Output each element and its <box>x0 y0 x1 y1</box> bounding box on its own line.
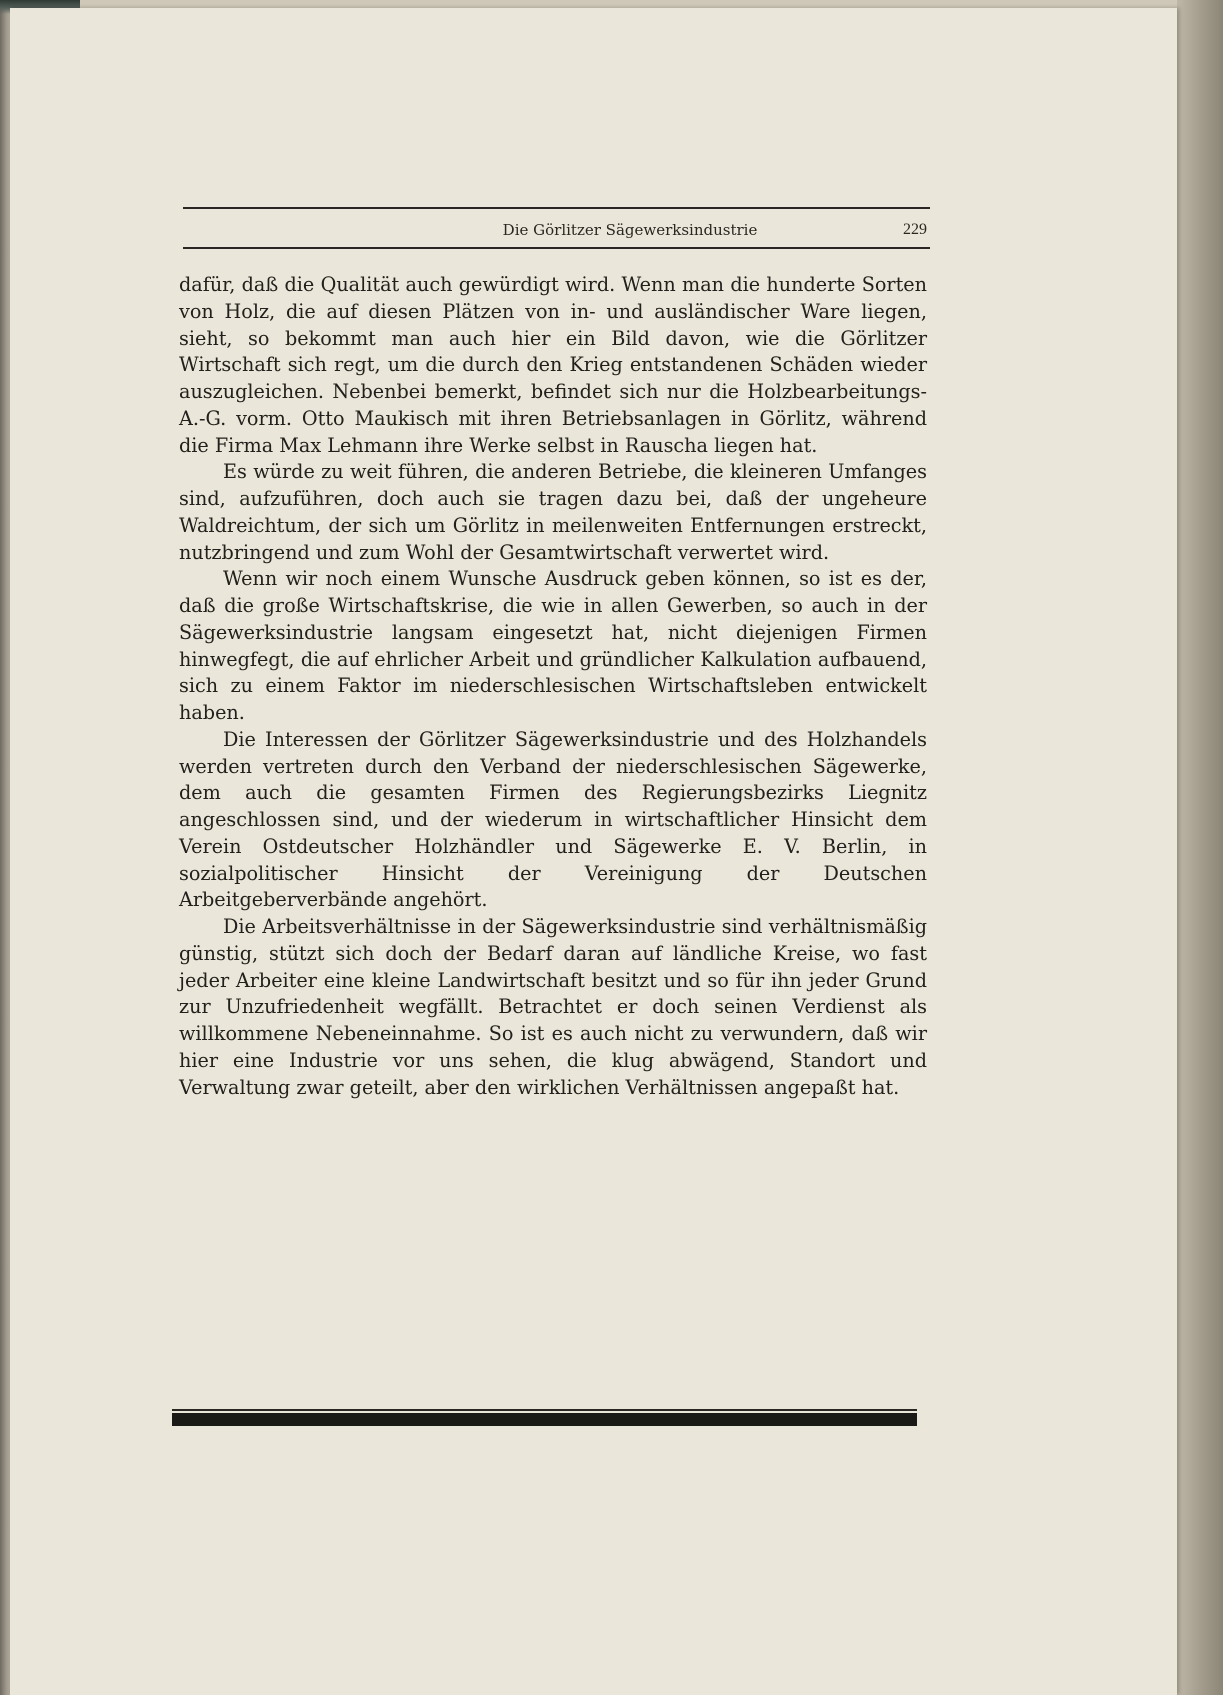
running-header <box>183 219 930 243</box>
header-rule-top <box>183 207 930 209</box>
page-stack-edge <box>1177 0 1223 1695</box>
body-text <box>179 272 927 1101</box>
running-title: Die Görlitzer Sägewerksindustrie <box>502 221 758 239</box>
footer-rule-thick <box>172 1413 917 1426</box>
page-number: 229 <box>903 221 927 238</box>
paragraph: Es würde zu weit führen, die anderen Betriebe, die kleineren Umfanges sind, aufzuführen, doch auch sie tragen dazu bei, daß der ungeheure Waldreichtum, der sich um Görlitz in meilenweiten Entfernungen erstreckt, nutzbringend und zum Wohl der Gesamtwirtschaft verwertet wird. <box>179 460 927 564</box>
footer-rule-thin <box>172 1409 917 1411</box>
paragraph: Wenn wir noch einem Wunsche Ausdruck geben können, so ist es der, daß die große Wirtschaftskrise, die wie in allen Gewerben, so auch in der Sägewerksindustrie langsam eingesetzt hat, nicht diejenigen Firmen hinwegfegt, die auf ehrlicher Arbeit und gründlicher Kalkulation aufbauend, sich zu einem Faktor im niederschlesischen Wirtschaftsleben entwickelt haben. <box>179 567 927 724</box>
paragraph: dafür, daß die Qualität auch gewürdigt wird. Wenn man die hunderte Sorten von Holz, die auf diesen Plätzen von in- und ausländischer Ware liegen, sieht, so bekommt man auch hier ein Bild davon, wie die Görlitzer Wirtschaft sich regt, um die durch den Krieg entstandenen Schäden wieder auszugleichen. Nebenbei bemerkt, befindet sich nur die Holzbearbeitungs-A.-G. vorm. Otto Maukisch mit ihren Betriebsanlagen in Görlitz, während die Firma Max Lehmann ihre Werke selbst in Rauscha liegen hat. <box>179 273 927 457</box>
paragraph: Die Arbeitsverhältnisse in der Sägewerksindustrie sind verhältnismäßig günstig, stützt sich doch der Bedarf daran auf ländliche Kreise, wo fast jeder Arbeiter eine kleine Landwirtschaft besitzt und so für ihn jeder Grund zur Unzufriedenheit wegfällt. Betrachtet er doch seinen Verdienst als willkommene Nebeneinnahme. So ist es auch nicht zu verwundern, daß wir hier eine Industrie vor uns sehen, die klug abwägend, Standort und Verwaltung zwar geteilt, aber den wirklichen Verhältnissen angepaßt hat. <box>179 915 927 1099</box>
paragraph: Die Interessen der Görlitzer Sägewerksindustrie und des Holzhandels werden vertreten durch den Verband der niederschlesischen Sägewerke, dem auch die gesamten Firmen des Regierungsbezirks Liegnitz angeschlossen sind, und der wiederum in wirtschaftlicher Hinsicht dem Verein Ostdeutscher Holzhändler und Sägewerke E. V. Berlin, in sozialpolitischer Hinsicht der Vereinigung der Deutschen Arbeitgeberverbände angehört. <box>179 727 927 912</box>
header-rule-bottom <box>183 247 930 249</box>
